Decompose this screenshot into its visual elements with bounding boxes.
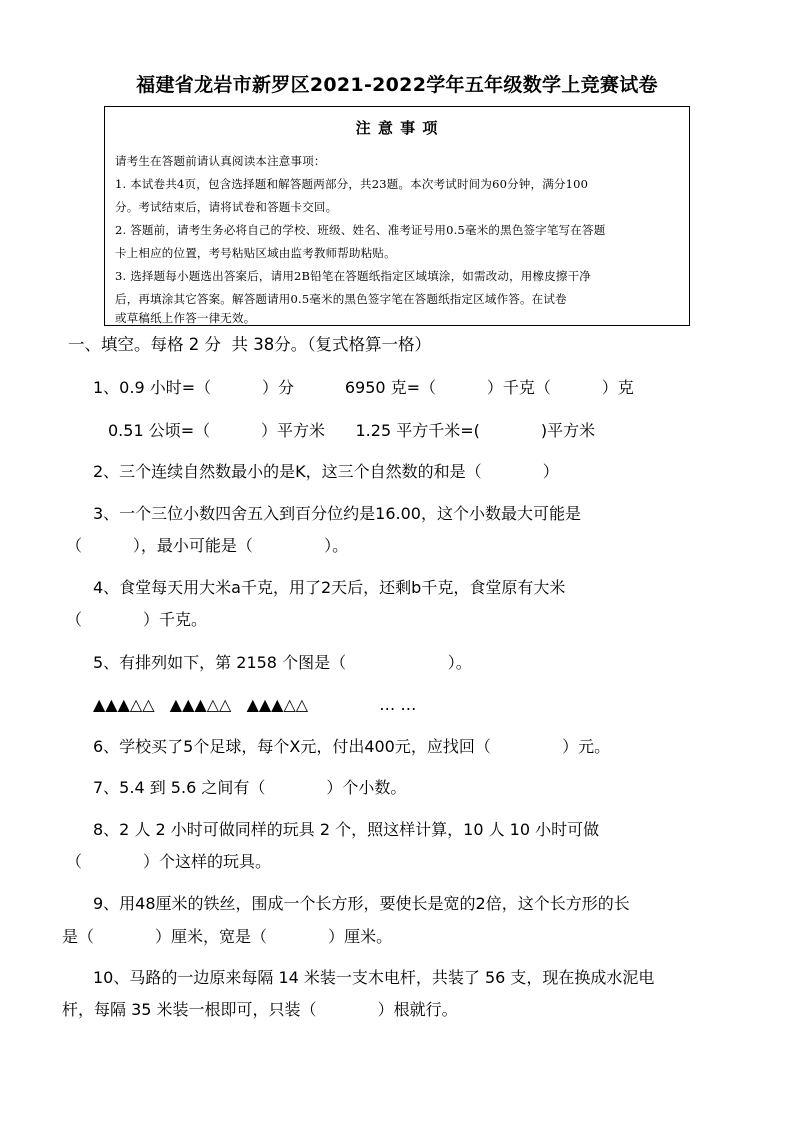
question-10-line-1: 10、马路的一边原来每隔 14 米装一支木电杆，共装了 56 支，现在换成水泥电: [93, 968, 655, 987]
notice-line: 分。考试结束后，请将试卷和答题卡交回。: [115, 200, 338, 214]
notice-line: 1. 本试卷共4页，包含选择题和解答题两部分，共23题。本次考试时间为60分钟，满分100: [115, 177, 589, 191]
question-6: 6、学校买了5个足球，每个X元，付出400元，应找回（ ）元。: [93, 737, 611, 756]
question-8-line-2: （ ）个这样的玩具。: [66, 852, 272, 871]
notice-line: 后，再填涂其它答案。解答题请用0.5毫米的黑色签字笔在答题纸指定区域作答。在试卷: [115, 292, 567, 306]
notice-box: [104, 106, 690, 326]
question-2: 2、三个连续自然数最小的是K，这三个自然数的和是（ ）: [93, 462, 559, 481]
triangle-pattern: ▲▲▲△△ ▲▲▲△△ ▲▲▲△△ … …: [93, 695, 417, 714]
notice-line: 请考生在答题前请认真阅读本注意事项：: [115, 154, 326, 168]
page-title: 福建省龙岩市新罗区2021-2022学年五年级数学上竞赛试卷: [136, 74, 658, 96]
question-4-line-2: （ ）千克。: [66, 610, 208, 629]
question-1-line-1: 1、0.9 小时=（ ）分 6950 克=（ ）千克（ ）克: [93, 378, 634, 397]
question-7: 7、5.4 到 5.6 之间有（ ）个小数。: [93, 778, 407, 797]
notice-line: 3. 选择题每小题选出答案后，请用2B铅笔在答题纸指定区域填涂，如需改动，用橡皮擦干净: [115, 269, 591, 283]
section-heading: 一、填空。每格 2 分 共 38分。（复式格算一格）: [68, 335, 431, 354]
question-5: 5、有排列如下，第 2158 个图是（ ）。: [93, 653, 472, 672]
question-9-line-2: 是（ ）厘米，宽是（ ）厘米。: [62, 927, 393, 946]
question-3-line-2: （ ），最小可能是（ ）。: [66, 536, 349, 555]
question-1-line-2: 0.51 公顷=（ ）平方米 1.25 平方千米=( )平方米: [108, 421, 596, 440]
question-8-line-1: 8、2 人 2 小时可做同样的玩具 2 个，照这样计算，10 人 10 小时可做: [93, 820, 600, 839]
question-3-line-1: 3、一个三位小数四舍五入到百分位约是16.00，这个小数最大可能是: [93, 504, 581, 523]
notice-line: 卡上相应的位置，考号粘贴区域由监考教师帮助粘贴。: [115, 246, 396, 260]
notice-heading: 注 意 事 项: [355, 119, 439, 137]
question-9-line-1: 9、用48厘米的铁丝，围成一个长方形，要使长是宽的2倍，这个长方形的长: [93, 894, 630, 913]
notice-line: 2. 答题前，请考生务必将自己的学校、班级、姓名、准考证号用0.5毫米的黑色签字笔写在答题: [115, 223, 606, 237]
notice-line: 或草稿纸上作答一律无效。: [115, 311, 256, 325]
question-4-line-1: 4、食堂每天用大米a千克，用了2天后，还剩b千克，食堂原有大米: [93, 578, 566, 597]
question-10-line-2: 杆，每隔 35 米装一根即可，只装（ ）根就行。: [62, 1000, 458, 1019]
